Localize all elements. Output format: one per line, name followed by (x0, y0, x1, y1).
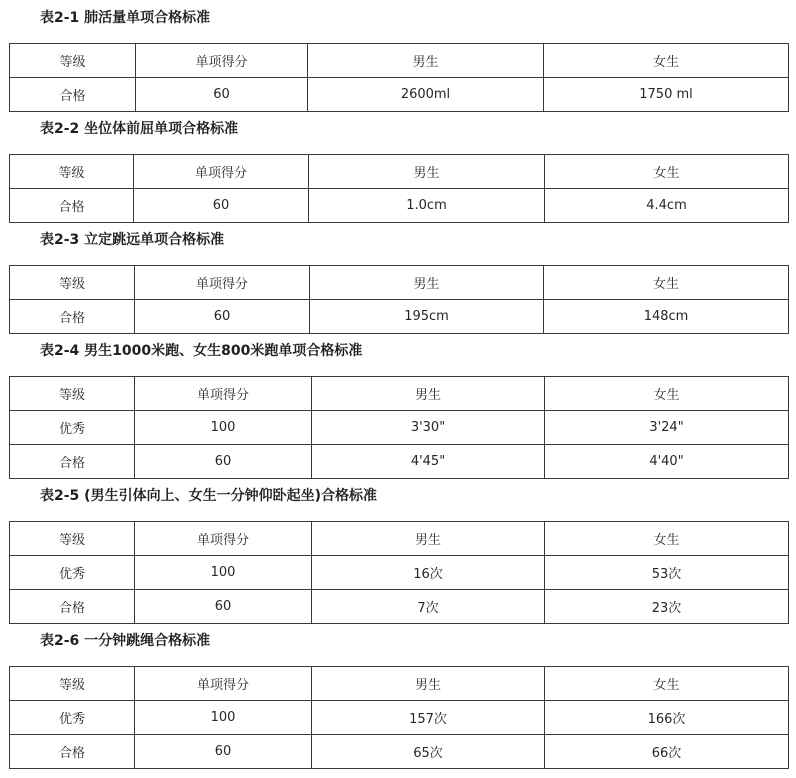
table-header-row (10, 155, 789, 189)
table-caption: 表2-3 立定跳远单项合格标准 (40, 232, 225, 248)
cell-score: 60 (134, 189, 309, 223)
table-row (10, 735, 789, 769)
header-cell-male: 男生 (309, 155, 545, 189)
header-cell-female: 女生 (545, 155, 789, 189)
standards-table (9, 154, 789, 223)
cell-female: 4'40" (545, 445, 789, 479)
table-header-row (10, 44, 789, 78)
standards-table (9, 265, 789, 334)
cell-female: 53次 (545, 556, 789, 590)
cell-male: 195cm (310, 300, 544, 334)
table-caption: 表2-1 肺活量单项合格标准 (40, 10, 211, 26)
cell-grade: 优秀 (10, 411, 135, 445)
cell-grade: 优秀 (10, 556, 135, 590)
cell-grade: 合格 (10, 445, 135, 479)
cell-score: 60 (135, 735, 312, 769)
cell-score: 100 (135, 411, 312, 445)
cell-grade: 合格 (10, 189, 134, 223)
cell-score: 60 (135, 300, 310, 334)
table-row (10, 411, 789, 445)
cell-male: 65次 (312, 735, 545, 769)
header-cell-score: 单项得分 (134, 155, 309, 189)
header-cell-male: 男生 (310, 266, 544, 300)
cell-male: 1.0cm (309, 189, 545, 223)
header-cell-score: 单项得分 (135, 522, 312, 556)
cell-male: 3'30" (312, 411, 545, 445)
table-row (10, 556, 789, 590)
header-cell-female: 女生 (544, 44, 789, 78)
header-cell-female: 女生 (545, 522, 789, 556)
cell-grade: 合格 (10, 78, 136, 112)
cell-grade: 合格 (10, 735, 135, 769)
cell-male: 2600ml (308, 78, 544, 112)
table-row (10, 189, 789, 223)
header-cell-grade: 等级 (10, 667, 135, 701)
cell-male: 16次 (312, 556, 545, 590)
cell-grade: 优秀 (10, 701, 135, 735)
header-cell-male: 男生 (312, 667, 545, 701)
header-cell-grade: 等级 (10, 155, 134, 189)
header-cell-female: 女生 (544, 266, 789, 300)
table-row (10, 445, 789, 479)
cell-female: 23次 (545, 590, 789, 624)
standards-table (9, 666, 789, 769)
cell-male: 157次 (312, 701, 545, 735)
standards-table (9, 376, 789, 479)
header-cell-score: 单项得分 (135, 377, 312, 411)
cell-female: 66次 (545, 735, 789, 769)
header-cell-grade: 等级 (10, 44, 136, 78)
cell-male: 4'45" (312, 445, 545, 479)
cell-score: 100 (135, 701, 312, 735)
table-caption: 表2-2 坐位体前屈单项合格标准 (40, 121, 239, 137)
table-row (10, 300, 789, 334)
cell-female: 148cm (544, 300, 789, 334)
cell-grade: 合格 (10, 300, 135, 334)
table-caption: 表2-4 男生1000米跑、女生800米跑单项合格标准 (40, 343, 363, 359)
table-header-row (10, 667, 789, 701)
standards-table (9, 43, 789, 112)
cell-female: 166次 (545, 701, 789, 735)
table-caption: 表2-6 一分钟跳绳合格标准 (40, 633, 211, 649)
table-header-row (10, 377, 789, 411)
header-cell-score: 单项得分 (135, 266, 310, 300)
header-cell-grade: 等级 (10, 522, 135, 556)
table-row (10, 590, 789, 624)
cell-score: 60 (136, 78, 308, 112)
header-cell-score: 单项得分 (135, 667, 312, 701)
table-header-row (10, 522, 789, 556)
standards-table (9, 521, 789, 624)
cell-male: 7次 (312, 590, 545, 624)
table-row (10, 701, 789, 735)
cell-female: 3'24" (545, 411, 789, 445)
header-cell-male: 男生 (312, 522, 545, 556)
cell-female: 1750 ml (544, 78, 789, 112)
header-cell-female: 女生 (545, 377, 789, 411)
cell-score: 60 (135, 590, 312, 624)
table-row (10, 78, 789, 112)
cell-grade: 合格 (10, 590, 135, 624)
header-cell-female: 女生 (545, 667, 789, 701)
header-cell-male: 男生 (308, 44, 544, 78)
table-header-row (10, 266, 789, 300)
header-cell-male: 男生 (312, 377, 545, 411)
header-cell-grade: 等级 (10, 377, 135, 411)
header-cell-grade: 等级 (10, 266, 135, 300)
header-cell-score: 单项得分 (136, 44, 308, 78)
cell-female: 4.4cm (545, 189, 789, 223)
table-caption: 表2-5 (男生引体向上、女生一分钟仰卧起坐)合格标准 (40, 488, 377, 504)
cell-score: 100 (135, 556, 312, 590)
cell-score: 60 (135, 445, 312, 479)
